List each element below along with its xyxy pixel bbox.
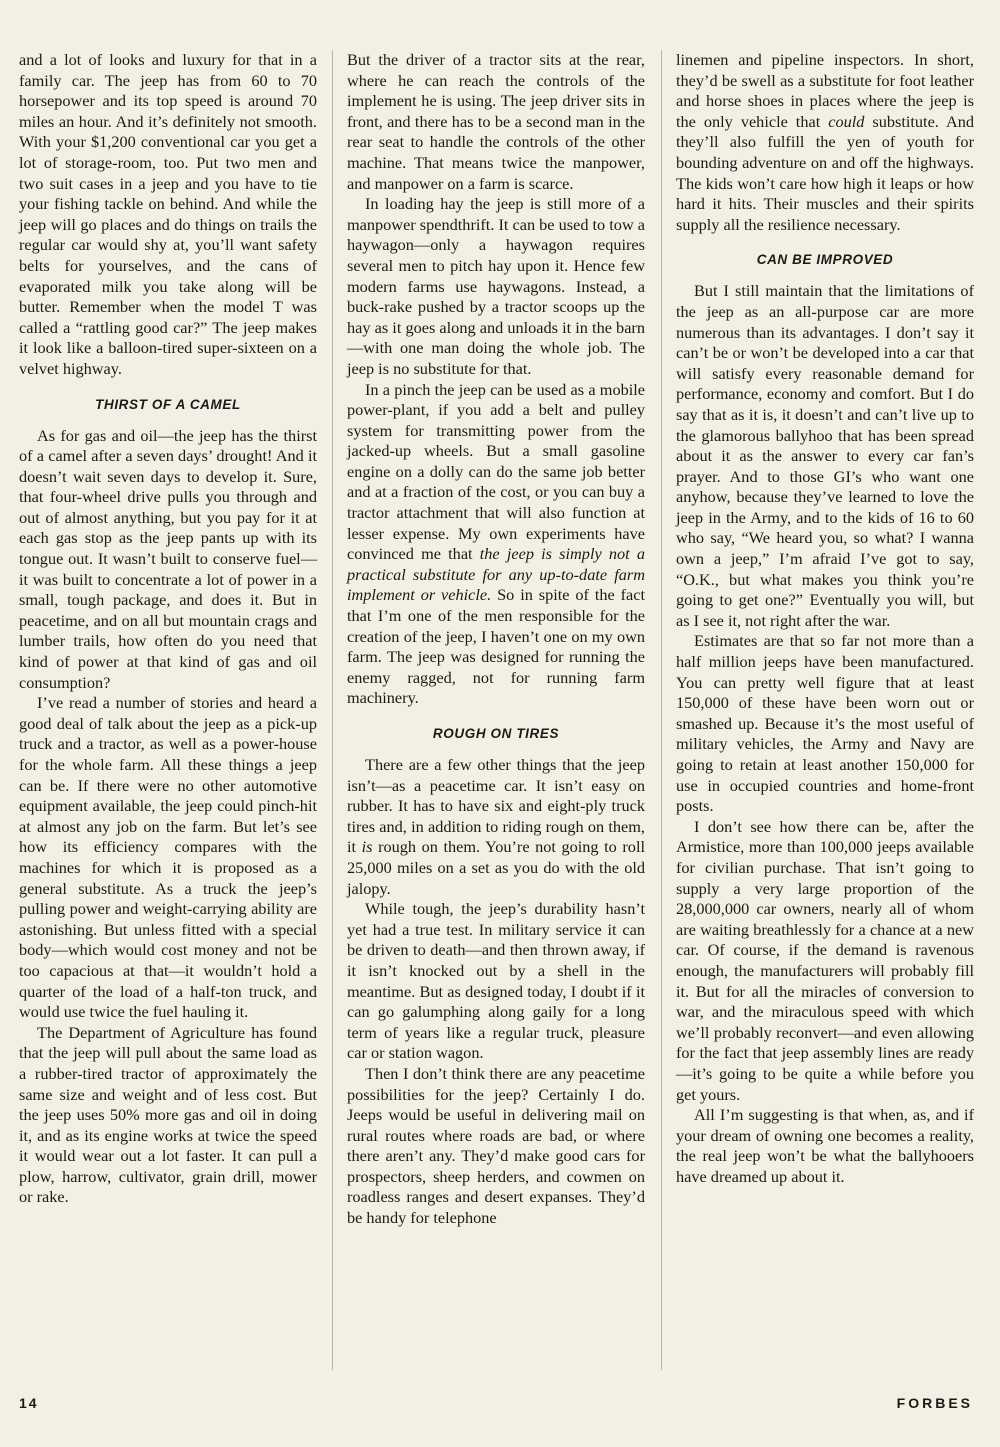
paragraph: Estimates are that so far not more than a half million jeeps have been manufactured. You can pretty well figure that at least 150,000 of these have been worn out or smashed up. Because it’s the most useful of military vehicles, the Army and Navy are going to retain at least another 150,000 for use in occupied countries and home-front posts. (676, 631, 974, 816)
paragraph (347, 755, 645, 899)
paragraph: But I still maintain that the limitations of the jeep as an all-purpose car are more numerous than its advantages. I don’t say it can’t be or won’t be developed into a car that will satisfy every reasonable demand for performance, economy and comfort. But I do say that as it is, it doesn’t and can’t live up to the glamorous ballyhoo that has been spread about it as the answer to every car fan’s prayer. And to those GI’s who want one anyhow, because they’ve learned to love the jeep in the Army, and to the kids of 16 to 60 who say, “We heard you, so what? I wanna own a jeep,” I’m afraid I’ve got to say, “O.K., but what makes you think you’re going to get one?” Eventually you will, but as I see it, not right after the war. (676, 281, 974, 630)
text-run: rough on them. You’re not going to roll 25,000 miles on a set as you do with the old jalopy. (347, 837, 645, 898)
text-run: substitute. And they’ll also fulfill the yen of youth for bounding adventure on and off the highways. The kids won’t care how high it leaps or how hard it hits. Their muscles and their spirits supply all the resilience necessary. (676, 111, 974, 234)
paragraph: But the driver of a tractor sits at the rear, where he can reach the controls of the implement he is using. The jeep driver sits in front, and there has to be a second man in the rear seat to handle the controls of the other machine. That means twice the manpower, and manpower on a farm is scarce. (347, 50, 645, 193)
paragraph: The Department of Agriculture has found that the jeep will pull about the same load as a rubber-tired tractor of approximately the same size and weight and of less cost. But the jeep uses 50% more gas and oil in doing it, and as its engine works at twice the speed it would wear out a lot faster. It can pull a plow, harrow, cultivator, grain drill, mower or rake. (19, 1022, 317, 1207)
italic-text: the jeep is simply not a practical substitute for any up-to-date farm implement or vehicle. (347, 544, 646, 605)
subheading-rough-on-tires: ROUGH ON TIRES (432, 726, 560, 741)
paragraph: All I’m suggesting is that when, as, and if your dream of owning one becomes a reality, the real jeep won’t be what the ballyhooers have dreamed up about it. (676, 1105, 974, 1186)
paragraph: I don’t see how there can be, after the Armistice, more than 100,000 jeeps available for civilian purchase. That isn’t going to supply a very large proportion of the 28,000,000 car owners, nearly all of whom are waiting breathlessly for a chance at a new car. Of course, if the demand is ravenous enough, the manufacturers will probably fill it. But for all the miracles of conversion to war, and the miraculous speed with which we’ll probably reconvert—and even allowing for the fact that jeep assembly lines are ready—it’s going to be quite a while before you get yours. (676, 816, 974, 1104)
column-2 (347, 50, 645, 1229)
paragraph: In loading hay the jeep is still more of a manpower spendthrift. It can be used to tow a haywagon—only a haywagon requires several men to pitch hay upon it. Hence few modern farms use haywagons. Instead, a buck-rake pushed by a tractor scoops up the hay as it goes along and unloads it in the barn—with one man doing the whole job. The jeep is no substitute for that. (347, 194, 645, 378)
text-run: In a pinch the jeep can be used as a mobile power-plant, if you add a belt and pulley system for transmitting power from the jacked-up wheels. But a small gasoline engine on a dolly can do the same job better and at a fraction of the cost, or you can buy a tractor attachment that will also function at lesser expense. My own experiments have convinced me that (347, 379, 645, 564)
page-number: 14 (19, 1395, 39, 1411)
paragraph (347, 380, 645, 710)
column-3 (676, 50, 974, 1187)
italic-text: could (828, 111, 865, 131)
subheading-can-be-improved: CAN BE IMPROVED (756, 252, 894, 268)
column-1 (19, 50, 317, 1208)
paragraph: Then I don’t think there are any peacetime possibilities for the jeep? Certainly I do. Jeeps would be useful in delivering mail on rural routes where roads are bad, or where there aren’t any. They’d make good cars for prospectors, sheep herders, and cowmen on roadless ranges and desert expanses. They’d be handy for telephone (347, 1063, 645, 1228)
paragraph (676, 50, 974, 235)
paragraph: and a lot of looks and luxury for that in a family car. The jeep has from 60 to 70 horsepower and its top speed is around 70 miles an hour. And it’s definitely not smooth. With your $1,200 conventional car you get a lot of storage-room, too. Put two men and two suit cases in a jeep and you have to tie your fishing tackle on behind. And while the jeep will go places and do things on trails the regular car would shy at, you’ll want safety belts for yourselves, and the cans of evaporated milk you take along will be butter. Remember when the model T was called a “rattling good car?” The jeep makes it look like a balloon-tired super-sixteen on a velvet highway. (19, 50, 317, 378)
subheading-thirst-of-a-camel: THIRST OF A CAMEL (95, 396, 241, 412)
column-divider (661, 50, 662, 1370)
text-run: There are a few other things that the jeep isn’t—as a peacetime car. It isn’t easy on rubber. It has to have six and eight-ply truck tires and, in addition to riding rough on them, it (347, 755, 645, 857)
italic-text: is (361, 837, 373, 857)
text-run: linemen and pipeline inspectors. In short, they’d be swell as a substitute for foot leather and horse shoes in places where the jeep is the only vehicle that (676, 50, 974, 131)
paragraph: As for gas and oil—the jeep has the thirst of a camel after a seven days’ drought! And it doesn’t wait seven days to develop it. Sure, that four-wheel drive pulls you through and out of almost anything, but you pay for it at each gas stop as the jeep pants up with its tongue out. It wasn’t built to conserve fuel—it was built to concentrate a lot of power in a small, tough package, and does it. But in peacetime, and on all but mountain crags and lumber trails, how often do you need that kind of power at that kind of gas and oil consumption? (19, 425, 317, 692)
column-divider (332, 50, 333, 1370)
paragraph: I’ve read a number of stories and heard a good deal of talk about the jeep as a pick-up truck and a tractor, as well as a power-house for the whole farm. All these things a jeep can be. If there were no other automotive equipment available, the jeep could pinch-hit at almost any job on the farm. But let’s see how its efficiency compares with the machines for which it is proposed as a general substitute. As a truck the jeep’s pulling power and weight-carrying ability are astonishing. But unless fitted with a special body—which would cost money and not be too capacious at that—it wouldn’t hold a quarter of the load of a half-ton truck, and would use twice the fuel hauling it. (19, 693, 317, 1022)
magazine-name: FORBES (896, 1395, 973, 1411)
text-run: So in spite of the fact that I’m one of the men responsible for the creation of the jeep, I haven’t one on my own farm. The jeep was designed for running the enemy ragged, not for running farm machinery. (347, 585, 645, 708)
paragraph: While tough, the jeep’s durability hasn’t yet had a true test. In military service it can be driven to death—and then thrown away, if it isn’t knocked out by a shell in the meantime. But as designed today, I doubt if it can go galumphing along gaily for a long term of years like a regular truck, pleasure car or station wagon. (347, 899, 645, 1063)
